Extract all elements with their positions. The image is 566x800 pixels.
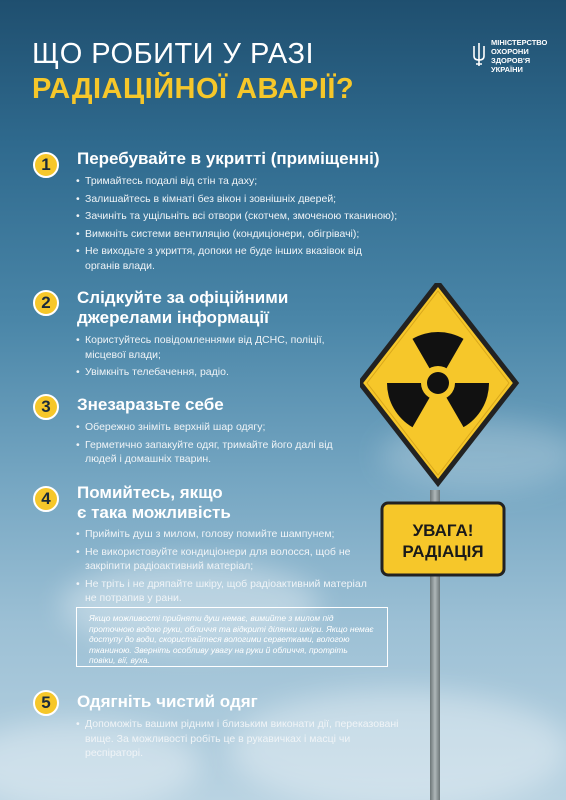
list-item: • Увімкніть телебачення, радіо. — [76, 365, 326, 380]
plate-line-1: УВАГА! — [412, 521, 474, 540]
logo-line: ЗДОРОВ'Я — [491, 56, 531, 65]
list-item: • Залишайтесь в кімнаті без вікон і зовнішніх дверей; — [76, 192, 446, 207]
step-number-4: 4 — [33, 486, 59, 512]
list-item: • Користуйтесь повідомленнями від ДСНС, поліції, місцевої влади; — [76, 333, 326, 362]
ministry-logo — [471, 38, 561, 78]
step-title-line: є така можливість — [77, 503, 231, 522]
warning-sign — [360, 283, 560, 583]
step-title-1: Перебувайте в укритті (приміщенні) — [77, 149, 380, 168]
step-list-3 — [76, 420, 346, 470]
title-line-1: ЩО РОБИТИ У РАЗІ — [32, 38, 315, 70]
logo-text — [491, 38, 561, 74]
radiation-sign — [360, 283, 516, 483]
plate-line-2: РАДІАЦІЯ — [402, 542, 484, 561]
list-item: • Обережно зніміть верхній шар одягу; — [76, 420, 346, 435]
list-item: • Зачиніть та ущільніть всі отвори (скотчем, змоченою тканиною); — [76, 209, 446, 224]
step-list-5 — [76, 717, 411, 764]
step-title-line: джерелами інформації — [77, 308, 269, 327]
list-item: • Вимкніть системи вентиляцію (кондиціонери, обігрівачі); — [76, 227, 446, 242]
step-title-4 — [77, 483, 231, 523]
logo-line: УКРАЇНИ — [491, 65, 523, 74]
step-list-4 — [76, 527, 376, 609]
trident-emblem-icon — [471, 42, 487, 68]
list-item: • Допоможіть вашим рідним і близьким виконати дії, переказовані вище. За можливості робіть це в рукавичках і масці чи респіраторі. — [76, 717, 411, 761]
step-list-1 — [76, 174, 446, 276]
list-item: • Прийміть душ з милом, голову помийте шампунем; — [76, 527, 376, 542]
step-title-line: Помийтесь, якщо — [77, 483, 223, 502]
title-line-2: РАДІАЦІЙНОЇ АВАРІЇ? — [32, 73, 355, 105]
step-number-1: 1 — [33, 152, 59, 178]
step-title-3: Знезаразьте себе — [77, 395, 224, 414]
step-number-2: 2 — [33, 290, 59, 316]
note-box: Якщо можливості прийняти душ немає, вимийте з милом під проточною водою руки, обличчя та відкриті ділянки шкіри. Якщо немає доступу до води, скористайтеся вологими серветками, вологою тканиною. Зверніть особливу увагу на руки й обличчя, протріть повіки, вії, вуха. — [76, 607, 388, 667]
logo-line: ОХОРОНИ — [491, 47, 529, 56]
list-item: • Не використовуйте кондиціонери для волосся, щоб не закріпити радіоактивний матеріал; — [76, 545, 376, 574]
step-number-5: 5 — [33, 690, 59, 716]
step-title-5: Одягніть чистий одяг — [77, 692, 258, 711]
step-title-line: Слідкуйте за офіційними — [77, 288, 289, 307]
step-list-2 — [76, 333, 326, 383]
logo-line: МІНІСТЕРСТВО — [491, 38, 548, 47]
step-number-3: 3 — [33, 394, 59, 420]
list-item: • Не тріть і не дряпайте шкіру, щоб радіоактивний матеріал не потрапив у рани. — [76, 577, 376, 606]
list-item: • Не виходьте з укриття, допоки не буде інших вказівок від органів влади. — [76, 244, 385, 273]
list-item: • Тримайтесь подалі від стін та даху; — [76, 174, 446, 189]
step-title-2 — [77, 288, 288, 328]
list-item: • Герметично запакуйте одяг, тримайте його далі від людей і домашніх тварин. — [76, 438, 346, 467]
